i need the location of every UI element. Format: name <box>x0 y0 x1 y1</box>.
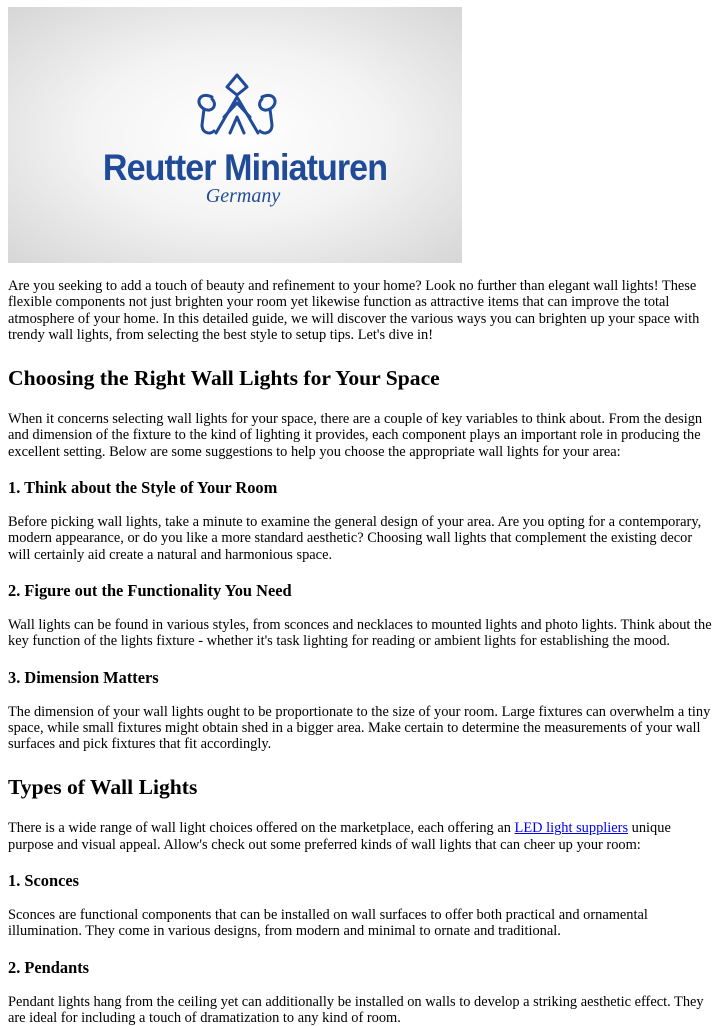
section-heading-types: Types of Wall Lights <box>8 775 198 800</box>
paragraph-dimension: The dimension of your wall lights ought to be proportionate to the size of your room. Large fixtures can overwhelm a tiny space, while small fixtures might obtain shed in a bigger area. Make certain to determine the measurements of your wall surfaces and pick fixtures that fit accordingly. <box>8 703 711 753</box>
paragraph-style: Before picking wall lights, take a minute to examine the general design of your area. Are you opting for a contemporary, modern appearance, or do you like a more standard aesthetic? Choosing wall lights that complement the existing decor will certainly aid create a natural and harmonious space. <box>8 514 702 563</box>
brand-subtitle: Germany <box>205 185 281 207</box>
brand-name: Reutter Miniaturen <box>102 147 388 188</box>
subheading-dimension: 3. Dimension Matters <box>8 667 159 687</box>
subheading-sconces: 1. Sconces <box>8 871 80 891</box>
paragraph-functionality: Wall lights can be found in various styles, from sconces and necklaces to mounted lights and photo lights. Think about the key function of the lights fixture - whether it's task lighting for reading or ambient lights for establishing the mood. <box>8 616 712 650</box>
hero-logo-image <box>8 7 462 263</box>
paragraph-pendants: Pendant lights hang from the ceiling yet can additionally be installed on walls to develop a striking aesthetic effect. They are ideal for including a touch of dramatization to any kind of room. <box>8 993 704 1026</box>
section-intro-types <box>8 820 712 853</box>
intro-paragraph: Are you seeking to add a touch of beauty and refinement to your home? Look no further than elegant wall lights! These flexible components not just brighten your room yet likewise function as attractive items that can improve the total atmosphere of your home. In this detailed guide, we will discover the various ways you can brighten up your space with trendy wall lights, from selecting the best style to setup tips. Let's dive in! <box>8 278 700 343</box>
paragraph-sconces: Sconces are functional components that can be installed on wall surfaces to offer both practical and ornamental illumination. They come in various designs, from modern and minimal to ornate and traditional. <box>8 907 648 940</box>
intro-text-after-link: unique purpose and visual appeal. Allow's check out some preferred kinds of wall lights that can cheer up your room: <box>8 820 671 853</box>
intro-text-before-link: There is a wide range of wall light choices offered on the marketplace, each offering an <box>8 820 515 837</box>
subheading-pendants: 2. Pendants <box>8 957 90 977</box>
crown-logo-icon <box>194 73 280 143</box>
led-suppliers-link[interactable]: LED light suppliers <box>514 820 629 837</box>
subheading-style: 1. Think about the Style of Your Room <box>8 478 278 498</box>
section-heading-choosing: Choosing the Right Wall Lights for Your Space <box>8 366 440 391</box>
section-intro-choosing: When it concerns selecting wall lights for your space, there are a couple of key variables to think about. From the design and dimension of the fixture to the kind of lighting it provides, each component plays an important role in producing the excellent setting. Below are some suggestions to help you choose the appropriate wall lights for your area: <box>8 411 703 460</box>
subheading-functionality: 2. Figure out the Functionality You Need <box>8 580 292 600</box>
